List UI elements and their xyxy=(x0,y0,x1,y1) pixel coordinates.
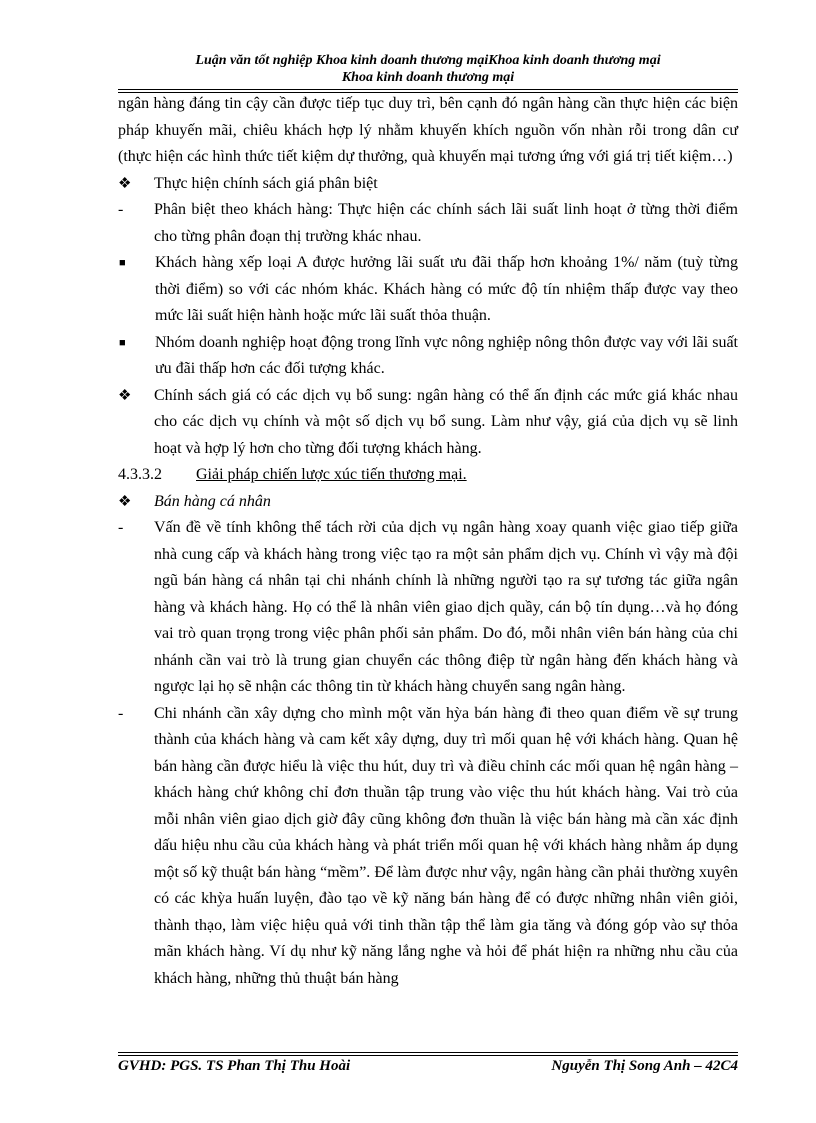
header-line-1: Luận văn tốt nghiệp Khoa kinh doanh thương mạiKhoa kinh doanh thương mại xyxy=(195,53,661,68)
header-line-2: Khoa kinh doanh thương mại xyxy=(341,70,515,85)
diamond-bullet-icon: ❖ xyxy=(118,387,132,404)
bullet-text: Bán hàng cá nhân xyxy=(154,492,271,510)
square-item xyxy=(118,250,738,330)
section-heading xyxy=(118,462,738,489)
square-text: Nhóm doanh nghiệp hoạt động trong lĩnh vực nông nghiệp nông thôn được vay với lãi suất ưu đãi thấp hơn các đối tượng khác. xyxy=(155,333,738,377)
page-header xyxy=(118,52,738,86)
square-bullet-icon: ■ xyxy=(119,257,126,269)
section-title: Giải pháp chiến lược xúc tiến thương mại. xyxy=(196,466,467,483)
dash-item xyxy=(118,197,738,250)
paragraph-continuation: ngân hàng đáng tin cậy cần được tiếp tục duy trì, bên cạnh đó ngân hàng cần thực hiện các biện pháp khuyến mãi, chiêu khách hợp lý nhằm khuyến khích nguồn vốn nhàn rỗi trong dân cư (thực hiện các hình thức tiết kiệm dự thưởng, quà khuyến mại tương ứng với giá trị tiết kiệm…) xyxy=(118,95,738,165)
square-bullet-icon: ■ xyxy=(119,336,126,349)
square-item xyxy=(118,330,738,383)
square-text: Khách hàng xếp loại A được hưởng lãi suất ưu đãi thấp hơn khoảng 1%/ năm (tuỳ từng thời điểm) so với các nhóm khác. Khách hàng có mức độ tín nhiệm thấp được vay theo mức lãi suất hiện hành hoặc mức lãi suất thỏa thuận. xyxy=(155,254,738,324)
dash-item xyxy=(118,701,738,993)
bullet-item xyxy=(118,171,738,198)
dash-bullet-icon: - xyxy=(118,704,124,722)
dash-text: Vấn đề về tính không thể tách rời của dịch vụ ngân hàng xoay quanh việc giao tiếp giữa nhà cung cấp và khách hàng trong việc tạo ra một sản phẩm dịch vụ. Chính vì vậy mà đội ngũ bán hàng cá nhân tại chi nhánh chính là những người tạo ra sự tương tác giữa ngân hàng và khách hàng. Họ có thể là nhân viên giao dịch quầy, cán bộ tín dụng…và họ đóng vai trò quan trọng trong việc phân phối sản phẩm. Do đó, mỗi nhân viên bán hàng của chi nhánh cần vai trò là trung gian chuyển các thông điệp từ ngân hàng đến khách hàng và ngược lại họ sẽ nhận các thông tin từ khách hàng chuyển sang ngân hàng. xyxy=(154,519,738,695)
bullet-item xyxy=(118,489,738,516)
dash-bullet-icon: - xyxy=(118,519,124,536)
section-number: 4.3.3.2 xyxy=(118,466,162,483)
page-footer xyxy=(118,1058,738,1075)
bullet-text: Chính sách giá có các dịch vụ bổ sung: ngân hàng có thể ấn định các mức giá khác nhau cho các dịch vụ chính và một số dịch vụ bổ sung. Làm như vậy, giá của dịch vụ sẽ linh hoạt và hợp lý hơn cho từng đối tượng khách hàng. xyxy=(154,386,738,457)
diamond-bullet-icon: ❖ xyxy=(118,175,132,192)
footer-rule xyxy=(118,1052,738,1056)
dash-text: Chi nhánh cần xây dựng cho mình một văn hỳa bán hàng đi theo quan điểm về sự trung thành của khách hàng và cam kết xây dựng, duy trì mối quan hệ với khách hàng. Quan hệ bán hàng cần được hiểu là việc thu hút, duy trì và điều chỉnh các mối quan hệ ngân hàng – khách hàng chứ không chỉ đơn thuần tập trung vào việc thu hút khách hàng. Vai trò của mỗi nhân viên giao dịch giờ đây cũng không đơn thuần là việc bán hàng mà cần xác định dấu hiệu nhu cầu của khách hàng và phát triển mối quan hệ với khách hàng nhằm áp dụng một số kỹ thuật bán hàng “mềm”. Để làm được như vậy, ngân hàng cần phải thường xuyên có các khỳa huấn luyện, đào tạo về kỹ năng bán hàng để có được những nhân viên giỏi, thành thạo, làm việc hiệu quả với tinh thần tập thể làm gia tăng và đóng góp vào sự thỏa mãn khách hàng. Ví dụ như kỹ năng lắng nghe và hỏi để phát hiện ra những nhu cầu của khách hàng, những thủ thuật bán hàng xyxy=(154,704,738,987)
bullet-text: Thực hiện chính sách giá phân biệt xyxy=(154,174,378,192)
footer-author: Nguyễn Thị Song Anh – 42C4 xyxy=(551,1058,738,1074)
bullet-item xyxy=(118,383,738,463)
dash-bullet-icon: - xyxy=(118,201,124,218)
footer-advisor: GVHD: PGS. TS Phan Thị Thu Hoài xyxy=(118,1058,351,1074)
dash-text: Phân biệt theo khách hàng: Thực hiện các chính sách lãi suất linh hoạt ở từng thời điểm cho từng phân đoạn thị trường khác nhau. xyxy=(154,201,738,245)
body-text xyxy=(118,89,738,992)
diamond-bullet-icon: ❖ xyxy=(118,493,132,510)
dash-item xyxy=(118,515,738,701)
